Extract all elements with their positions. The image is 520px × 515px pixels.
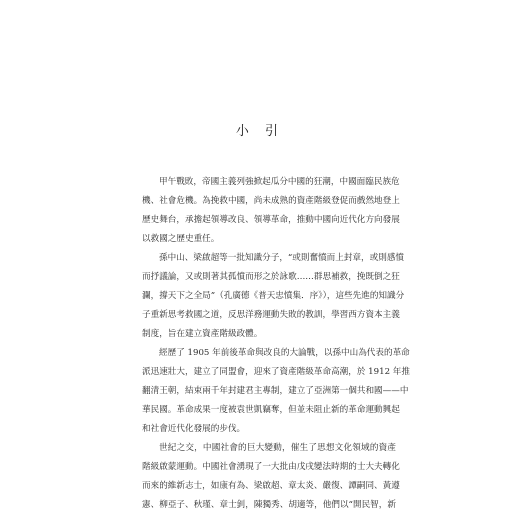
text-line: 派迅速壯大，建立了同盟會，迎來了資產階級革命高潮，於 1912 年推 bbox=[142, 367, 410, 377]
chapter-title: 小 引 bbox=[235, 124, 285, 139]
text-line: 和社會近代化發展的步伐。 bbox=[142, 424, 246, 434]
text-line: 孫中山、梁啟超等一批知識分子，“或則奮憤而上封章，或則感憤 bbox=[159, 253, 405, 263]
text-line: 而來的維新志士，如康有為、梁啟超、章太炎、嚴復、譚嗣同、黃遵 bbox=[142, 481, 400, 491]
text-line: 機、社會危機。為挽救中國，尚未成熟的資產階級登促而戲然地登上 bbox=[142, 196, 400, 206]
text-line: 翻清王朝，結束兩千年封建君主專制，建立了亞洲第一個共和國——中 bbox=[142, 386, 409, 396]
text-line: 以救國之歷史重任。 bbox=[142, 234, 220, 244]
text-line: 歷史舞台，承擔起領導改良、領導革命，推動中國向近代化方向發展 bbox=[142, 215, 400, 225]
text-line: 經歷了 1905 年前後革命與改良的大論戰，以孫中山為代表的革命 bbox=[159, 348, 410, 358]
text-line: 而抒議論，又或則著其孤憤而形之於詠歌……群思補救，挽既倒之狂 bbox=[142, 272, 400, 282]
text-line: 制度，旨在建立資產階級政體。 bbox=[142, 329, 263, 339]
body-text bbox=[142, 173, 410, 515]
text-line: 甲午戰敗，帝國主義列強掀起瓜分中國的狂潮，中國面臨民族危 bbox=[159, 177, 400, 187]
text-line: 子重新思考救國之道，反思洋務運動失敗的教訓，學習西方資本主義 bbox=[142, 310, 400, 320]
text-line: 瀾，撐天下之全局”（孔廣德《普天忠憤集．序》），這些先進的知識分 bbox=[142, 291, 405, 301]
text-line: 華民國。革命成果一度被袁世凱竊奪，但並未阻止新的革命運動興起 bbox=[142, 405, 400, 415]
text-line: 階級啟蒙運動。中國社會湧現了一大批由戊戌變法時期的士大夫轉化 bbox=[142, 462, 400, 472]
text-line: 世紀之交，中國社會的巨大變動，催生了思想文化領域的資產 bbox=[159, 443, 396, 453]
text-line: 憲、柳亞子、秋瑾、章士釗，陳獨秀、胡適等，他們以“開民智，新 bbox=[142, 500, 396, 510]
